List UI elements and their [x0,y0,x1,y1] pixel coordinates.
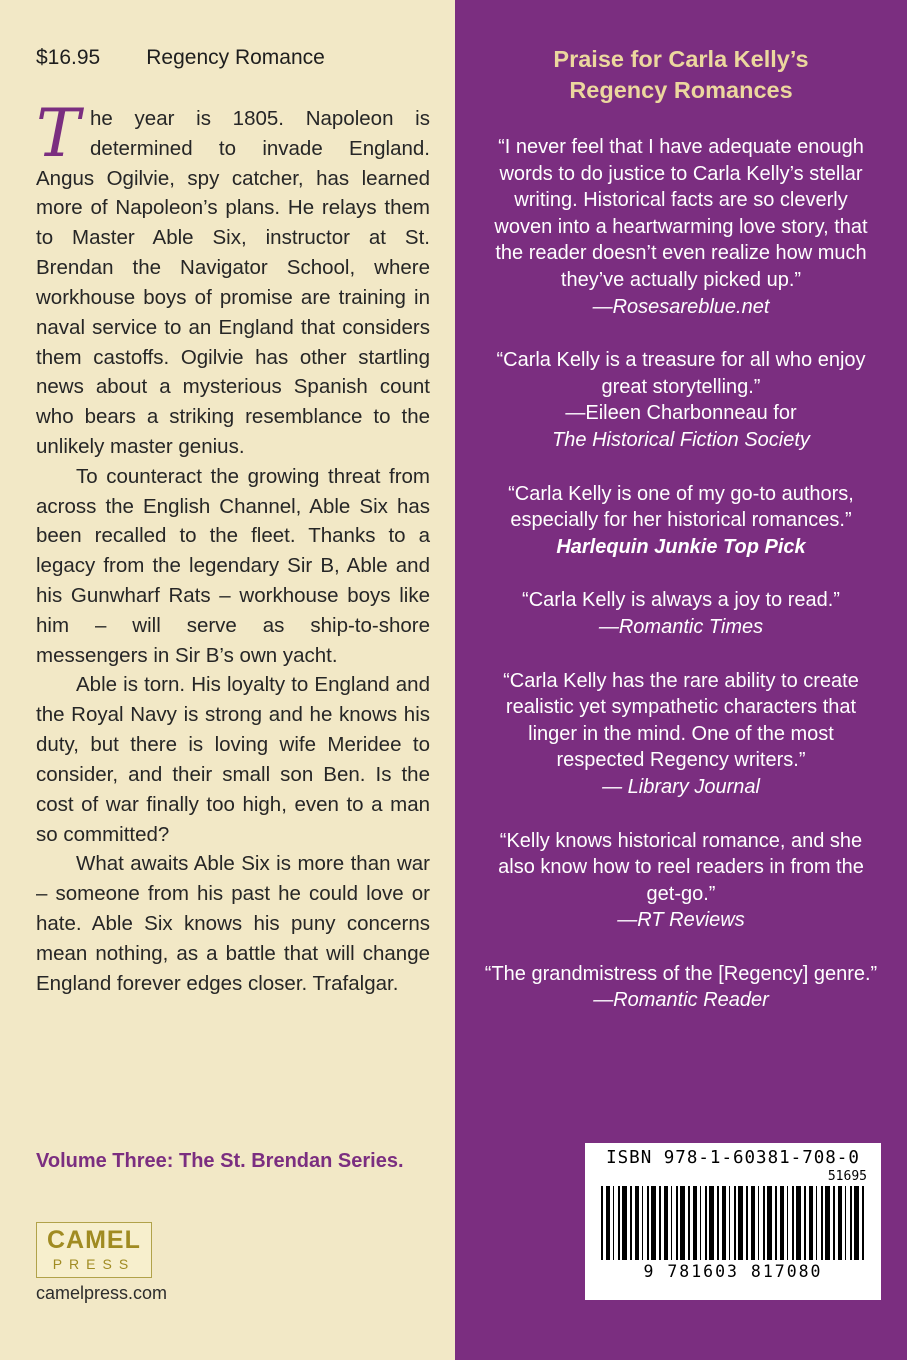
barcode-price-code: 51695 [827,1169,867,1184]
quote-text: “Carla Kelly is always a joy to read.” [522,589,840,612]
drop-cap: T [36,95,81,172]
praise-heading-line1: Praise for Carla Kelly’s [553,46,809,72]
quote-6 [483,828,879,934]
quote-attribution-2: The Historical Fiction Society [552,428,810,451]
quote-text: “Kelly knows historical romance, and she also know how to reel readers in from the get-go.” [498,829,864,905]
praise-heading-line2: Regency Romances [569,77,793,104]
quote-text: “I never feel that I have adequate enough words to do justice to Carla Kelly’s stellar writing. Historical facts are so cleverly woven into a heartwarming love story, that the reader doesn’t even realize how much they’ve actually picked up.” [494,136,868,291]
quote-text: “The grandmistress of the [Regency] genre.” [484,962,878,985]
quote-5 [483,668,879,801]
barcode-block [585,1143,881,1300]
barcode-digits: 9 781603 817080 [643,1262,823,1281]
praise-heading [483,44,879,106]
quote-attribution: —Romantic Reader [593,989,769,1012]
quote-2 [483,347,879,453]
synopsis-paragraph-3: Able is torn. His loyalty to England and the Royal Navy is strong and he knows his duty, but there is loving wife Meridee to consider, and their small son Ben. Is the cost of war finally too high, even to a man so committed? [36,673,430,846]
quote-attribution: —RT Reviews [617,909,745,932]
isbn-number: ISBN 978-1-60381-708-0 [606,1148,860,1168]
quote-7 [483,961,879,1014]
quote-1 [483,134,879,320]
camel-press-logo [36,1222,152,1278]
quote-attribution: —Romantic Times [598,615,764,638]
quote-text: “Carla Kelly is a treasure for all who enjoy great storytelling.” [496,349,866,398]
genre-label: Regency Romance [146,46,325,69]
synopsis-paragraph-4: What awaits Able Six is more than war – someone from his past he could love or hate. Able Six knows his puny concerns mean nothing, as a battle that will change England forever edges closer. Trafalgar. [36,852,430,995]
quote-4 [483,587,879,640]
quote-attribution: —Rosesareblue.net [592,295,770,318]
synopsis-paragraph-2: To counteract the growing threat from across the English Channel, Able Six has been recalled to the fleet. Thanks to a legacy from the legendary Sir B, Able and his Gunwharf Rats – workhouse boys like him – will serve as ship-to-shore messengers in Sir B’s own yacht. [36,464,430,667]
series-title: Volume Three: The St. Brendan Series. [36,1150,404,1172]
publisher-name-camel: CAMEL [47,1226,141,1254]
synopsis-paragraph-1 [36,95,430,462]
quote-attribution: —Eileen Charbonneau for [565,402,797,425]
quote-text: “Carla Kelly has the rare ability to create realistic yet sympathetic characters that linger in the mind. One of the most respected Regency writers.” [503,669,859,772]
back-cover-right-panel [455,0,907,1360]
synopsis-paragraph-1-text: he year is 1805. Napoleon is determined to invade England. Angus Ogilvie, spy catcher, has learned more of Napoleon’s plans. He relays them to Master Able Six, instructor at St. Brendan the Navigator School, where workhouse boys of promise are training in naval service to an England that considers them castoffs. Ogilvie has other startling news about a mysterious Spanish count who bears a striking resemblance to the unlikely master genius. [36,107,430,458]
barcode-bars-icon [601,1186,865,1260]
quote-text: “Carla Kelly is one of my go-to authors, especially for her historical romances.” [508,482,854,532]
price: $16.95 [36,46,101,69]
quote-attribution: Harlequin Junkie Top Pick [556,535,806,558]
synopsis [36,95,430,998]
publisher-website: camelpress.com [36,1283,168,1303]
quote-attribution: — Library Journal [602,775,760,798]
price-genre-row [36,46,430,70]
quote-3 [483,481,879,561]
publisher-name-press: PRESS [52,1256,136,1272]
